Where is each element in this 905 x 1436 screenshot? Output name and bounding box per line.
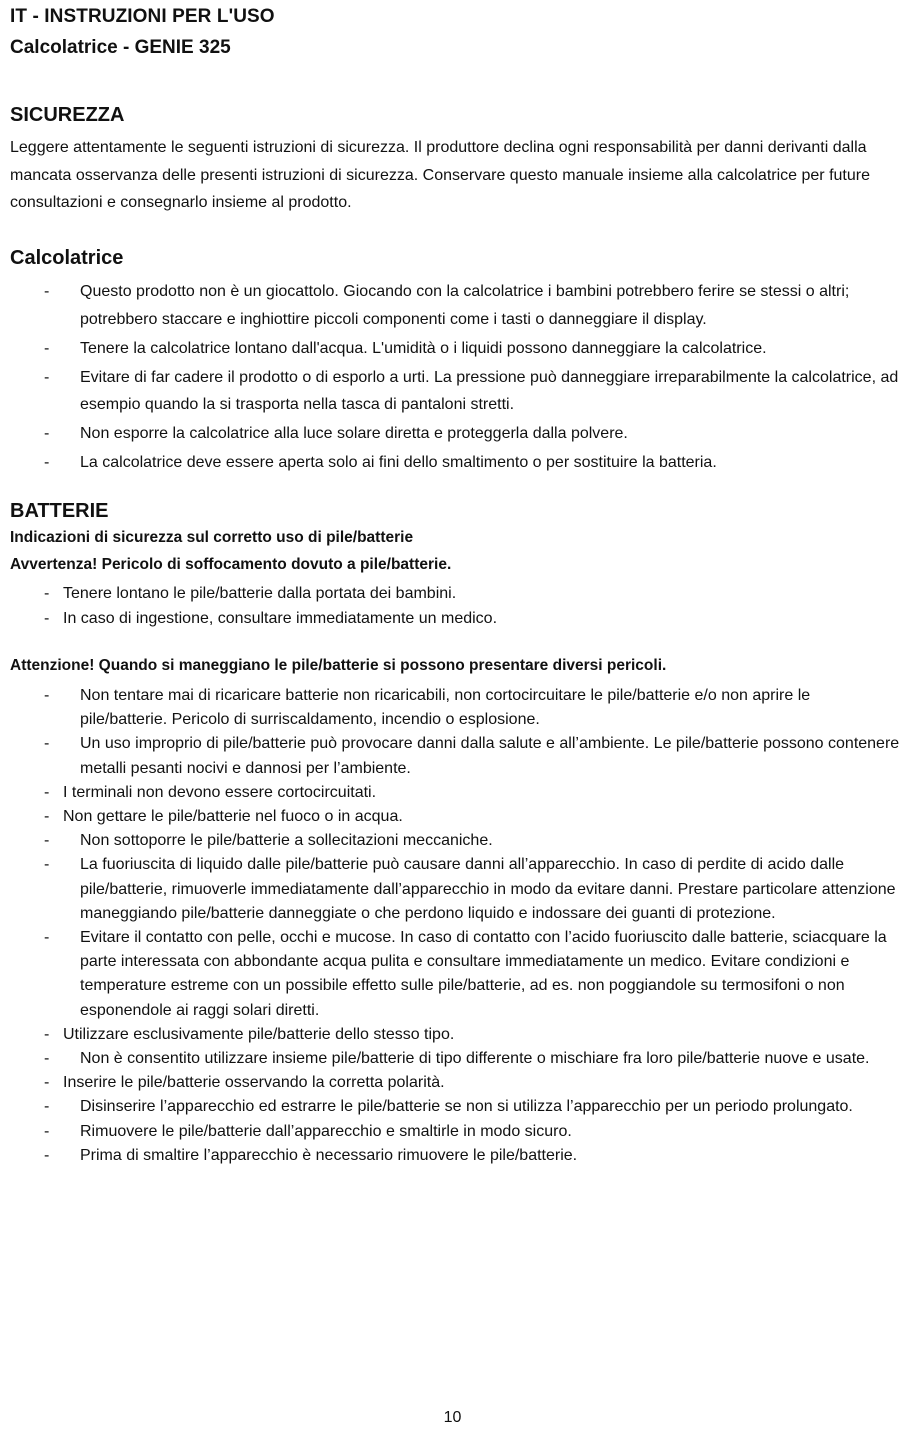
page-number: 10 — [443, 1409, 462, 1426]
section-heading-batterie: BATTERIE — [10, 500, 109, 522]
bullet-dash: - — [44, 585, 50, 602]
list-item: - Non tentare mai di ricaricare batterie non ricaricabili, non cortocircuitare le pile/batterie e/o non aprire le pile/batterie. Pericolo di surriscaldamento, incendio o esplosione. — [10, 684, 900, 732]
attention-heading: Attenzione! Quando si maneggiano le pile/batterie si possono presentare diversi pericoli. — [10, 657, 667, 674]
list-item: - La fuoriuscita di liquido dalle pile/batterie può causare danni all’apparecchio. In caso di perdite di acido dalle pile/batterie, rimuoverle immediatamente dall’apparecchio in modo da evitare danni. Prestare particolare attenzione maneggiando pile/batterie danneggiate o che perdono liquido e indossare dei guanti di protezione. — [10, 853, 900, 926]
list-item: - Non sottoporre le pile/batterie a sollecitazioni meccaniche. — [10, 829, 900, 853]
bullet-dash: - — [44, 609, 50, 627]
list-item: - Non è consentito utilizzare insieme pile/batterie di tipo differente o mischiare fra loro pile/batterie nuove e usate. — [10, 1047, 900, 1071]
list-item: - Questo prodotto non è un giocattolo. Giocando con la calcolatrice i bambini potrebbero ferire se stessi o altri; potrebbero staccare e inghiottire piccoli componenti come i tasti o danneggiare il display. — [10, 278, 900, 333]
list-item: - La calcolatrice deve essere aperta solo ai fini dello smaltimento o per sostituire la batteria. — [10, 449, 900, 477]
section-heading-sicurezza: SICUREZZA — [10, 104, 125, 126]
bullet-dash: - — [44, 808, 50, 826]
section-heading-calcolatrice: Calcolatrice — [10, 247, 124, 269]
bullet-dash: - — [44, 1098, 50, 1116]
document-title: IT - INSTRUZIONI PER L'USO — [10, 6, 275, 27]
list-item: - Disinserire l’apparecchio ed estrarre le pile/batterie se non si utilizza l’apparecchio per un periodo prolungato. — [10, 1095, 900, 1119]
attention-list — [10, 684, 900, 1168]
warning-list — [10, 582, 900, 631]
list-item: - Tenere la calcolatrice lontano dall'acqua. L'umidità o i liquidi possono danneggiare la calcolatrice. — [10, 335, 900, 363]
bullet-dash: - — [44, 1146, 50, 1164]
warning-heading: Avvertenza! Pericolo di soffocamento dovuto a pile/batterie. — [10, 556, 452, 573]
list-item: - Inserire le pile/batterie osservando la corretta polarità. — [10, 1071, 900, 1095]
bullet-dash: - — [44, 1074, 50, 1092]
bullet-dash: - — [44, 832, 50, 850]
list-item: - Evitare il contatto con pelle, occhi e mucose. In caso di contatto con l’acido fuoriuscito dalle batterie, sciacquare la parte interessata con abbondante acqua pulita e consultare immediatamente un medico. Evitare condizioni e temperature estreme con un possibile effetto sulle pile/batterie, ad es. non poggiandole su termosifoni o non esponendole ai raggi solari diretti. — [10, 926, 900, 1023]
calcolatrice-list — [10, 278, 900, 478]
bullet-dash: - — [44, 1122, 50, 1140]
batterie-subheading: Indicazioni di sicurezza sul corretto uso di pile/batterie — [10, 529, 414, 546]
list-item: - Non esporre la calcolatrice alla luce solare diretta e proteggerla dalla polvere. — [10, 420, 900, 448]
bullet-dash: - — [44, 1050, 50, 1068]
bullet-dash: - — [44, 454, 50, 471]
sicurezza-paragraph: Leggere attentamente le seguenti istruzioni di sicurezza. Il produttore declina ogni responsabilità per danni derivanti dalla mancata osservanza delle presenti istruzioni di sicurezza. Conservare questo manuale insieme alla calcolatrice per future consultazioni e consegnarlo insieme al prodotto. — [10, 139, 870, 211]
bullet-dash: - — [44, 425, 50, 442]
list-item: - Un uso improprio di pile/batterie può provocare danni dalla salute e all’ambiente. Le pile/batterie possono contenere metalli pesanti nocivi e dannosi per l’ambiente. — [10, 732, 900, 780]
document-subtitle: Calcolatrice - GENIE 325 — [10, 37, 231, 58]
list-item: - Utilizzare esclusivamente pile/batterie dello stesso tipo. — [10, 1023, 900, 1047]
list-item: - Tenere lontano le pile/batterie dalla portata dei bambini. — [10, 582, 900, 607]
list-item: - Rimuovere le pile/batterie dall’apparecchio e smaltirle in modo sicuro. — [10, 1120, 900, 1144]
list-item: - Prima di smaltire l’apparecchio è necessario rimuovere le pile/batterie. — [10, 1144, 900, 1168]
bullet-dash: - — [44, 283, 50, 300]
bullet-dash: - — [44, 687, 50, 704]
bullet-dash: - — [44, 929, 50, 947]
bullet-dash: - — [44, 1025, 50, 1043]
bullet-dash: - — [44, 735, 50, 753]
bullet-dash: - — [44, 856, 50, 874]
list-item: - I terminali non devono essere cortocircuitati. — [10, 781, 900, 805]
list-item: - Evitare di far cadere il prodotto o di esporlo a urti. La pressione può danneggiare irreparabilmente la calcolatrice, ad esempio quando la si trasporta nella tasca di pantaloni stretti. — [10, 364, 900, 419]
bullet-dash: - — [44, 783, 50, 801]
bullet-dash: - — [44, 339, 50, 357]
list-item: - In caso di ingestione, consultare immediatamente un medico. — [10, 607, 900, 632]
list-item: - Non gettare le pile/batterie nel fuoco o in acqua. — [10, 805, 900, 829]
bullet-dash: - — [44, 368, 50, 386]
